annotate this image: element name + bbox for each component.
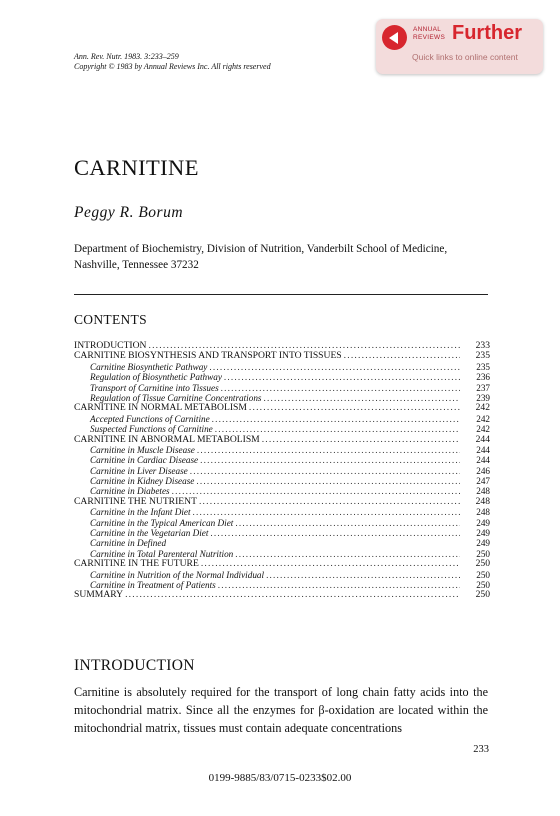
toc-entry[interactable] (74, 424, 490, 434)
toc-entry-page: 249 (476, 538, 490, 549)
toc-entry-page: 248 (476, 486, 490, 497)
toc-entry-title: Carnitine in the Vegetarian Diet (90, 528, 209, 539)
toc-entry-page: 247 (476, 476, 490, 487)
toc-entry[interactable] (74, 528, 490, 538)
toc-entry[interactable] (74, 403, 490, 413)
toc-leader (218, 580, 460, 590)
toc-entry-page: 244 (475, 433, 490, 445)
toc-entry-page: 250 (476, 579, 490, 590)
toc-entry[interactable] (74, 466, 490, 476)
toc-entry[interactable] (74, 559, 490, 569)
toc-entry-title: CARNITINE IN ABNORMAL METABOLISM (74, 433, 260, 445)
toc-leader (201, 559, 460, 569)
further-badge[interactable] (376, 19, 543, 74)
toc-leader (212, 414, 460, 424)
toc-entry-page: 250 (476, 569, 490, 580)
journal-citation (74, 52, 271, 72)
page-number: 233 (473, 744, 489, 755)
divider (74, 294, 488, 295)
toc-entry-title: Carnitine in Diabetes (90, 486, 170, 497)
toc-leader (200, 455, 460, 465)
toc-leader (221, 383, 460, 393)
toc-entry-page: 249 (476, 517, 490, 528)
toc-leader (210, 528, 460, 538)
toc-entry[interactable] (74, 414, 490, 424)
toc-entry-title: Regulation of Biosynthetic Pathway (90, 372, 222, 383)
toc-entry[interactable] (74, 476, 490, 486)
toc-entry-page: 250 (476, 548, 490, 559)
toc-entry[interactable] (74, 351, 490, 361)
toc-entry-title: Carnitine in Defined (90, 538, 167, 549)
toc-entry[interactable] (74, 570, 490, 580)
toc-entry-title: Suspected Functions of Carnitine (90, 424, 213, 435)
toc-entry-page: 248 (475, 495, 490, 507)
section-heading: INTRODUCTION (74, 657, 195, 674)
toc-entry-title: Carnitine in Treatment of Patients (90, 579, 216, 590)
toc-entry-page: 242 (476, 424, 490, 435)
article-author: Peggy R. Borum (74, 204, 184, 221)
toc-entry-page: 242 (476, 413, 490, 424)
paragraph: Carnitine is absolutely required for the transport of long chain fatty acids into the mitochondrial matrix. Since all the enzymes for β-oxidation are located within the mitochondrial matrix, tissues must contain adequate concentrations (74, 685, 488, 735)
toc-leader (235, 549, 460, 559)
toc-entry[interactable] (74, 435, 490, 445)
toc-leader (249, 403, 460, 413)
toc-entry[interactable] (74, 590, 490, 600)
toc-entry-page: 250 (475, 589, 490, 601)
annual-reviews-logo: ANNUAL REVIEWS (413, 26, 446, 41)
toc-entry-title: Carnitine in the Typical American Diet (90, 517, 234, 528)
table-of-contents (74, 341, 490, 601)
toc-entry-page: 248 (476, 507, 490, 518)
toc-entry[interactable] (74, 445, 490, 455)
toc-entry-title: Carnitine in Nutrition of the Normal Individual (90, 569, 265, 580)
toc-entry[interactable] (74, 362, 490, 372)
toc-leader (125, 590, 460, 600)
toc-leader (215, 424, 460, 434)
toc-entry-page: 237 (476, 382, 490, 393)
citation-line: Ann. Rev. Nutr. 1983. 3:233–259 (74, 52, 179, 61)
toc-entry[interactable] (74, 372, 490, 382)
toc-entry-title: Carnitine in Kidney Disease (90, 476, 195, 487)
author-affiliation: Department of Biochemistry, Division of Nutrition, Vanderbilt School of Medicine, Nashville, Tennessee 37232 (74, 243, 448, 271)
footer-code: 0199-9885/83/0715-0233$02.00 (208, 772, 352, 784)
body-text (74, 683, 488, 737)
toc-entry[interactable] (74, 497, 490, 507)
toc-entry[interactable] (74, 383, 490, 393)
toc-leader (262, 435, 460, 445)
toc-entry-title: Transport of Carnitine into Tissues (90, 382, 219, 393)
toc-leader (344, 351, 460, 361)
toc-entry[interactable] (74, 507, 490, 517)
toc-entry-title: INTRODUCTION (74, 340, 147, 351)
contents-heading: CONTENTS (74, 312, 147, 327)
article-title: CARNITINE (74, 155, 199, 180)
toc-entry-title: Carnitine in Liver Disease (90, 465, 188, 476)
toc-entry-title: SUMMARY (74, 589, 124, 601)
back-arrow-icon (382, 25, 407, 50)
toc-entry-title: Carnitine in Total Parenteral Nutrition (90, 548, 234, 559)
toc-leader (266, 570, 460, 580)
toc-entry-page: 233 (475, 340, 490, 351)
toc-leader (199, 497, 460, 507)
toc-entry-page: 242 (475, 402, 490, 414)
toc-leader (209, 362, 460, 372)
further-label: Further (452, 22, 522, 44)
toc-entry[interactable] (74, 580, 490, 590)
toc-entry-page: 235 (476, 361, 490, 372)
toc-leader (172, 486, 460, 496)
toc-entry[interactable] (74, 538, 490, 548)
toc-entry-title: Accepted Functions of Carnitine (90, 413, 210, 424)
toc-entry-page: 244 (476, 455, 490, 466)
toc-entry-title: Carnitine in the Infant Diet (90, 507, 191, 518)
toc-leader (190, 466, 460, 476)
toc-entry-page: 236 (476, 372, 490, 383)
toc-entry[interactable] (74, 455, 490, 465)
toc-entry-title: Regulation of Tissue Carnitine Concentrations (90, 392, 262, 403)
toc-entry[interactable] (74, 518, 490, 528)
toc-entry-title: Carnitine Biosynthetic Pathway (90, 361, 208, 372)
toc-entry-page: 246 (476, 465, 490, 476)
toc-entry-title: CARNITINE BIOSYNTHESIS AND TRANSPORT INTO TISSUES (74, 350, 342, 362)
toc-entry-title: Carnitine in Muscle Disease (90, 444, 195, 455)
copyright-line: Copyright © 1983 by Annual Reviews Inc. All rights reserved (74, 62, 271, 71)
toc-leader (264, 393, 460, 403)
toc-leader (235, 518, 460, 528)
toc-entry-page: 239 (476, 392, 490, 403)
toc-entry-page: 250 (475, 558, 490, 570)
toc-entry-title: Carnitine in Cardiac Disease (90, 455, 199, 466)
toc-entry-page: 235 (475, 350, 490, 362)
toc-leader (224, 372, 460, 382)
toc-entry-title: CARNITINE IN NORMAL METABOLISM (74, 402, 247, 414)
toc-entry-page: 244 (476, 444, 490, 455)
toc-leader (193, 507, 460, 517)
toc-entry-page: 249 (476, 528, 490, 539)
toc-entry-title: CARNITINE THE NUTRIENT (74, 495, 197, 507)
toc-leader (196, 476, 460, 486)
quick-links-text: Quick links to online content (412, 52, 518, 62)
toc-leader (197, 445, 460, 455)
toc-entry-title: CARNITINE IN THE FUTURE (74, 558, 199, 570)
